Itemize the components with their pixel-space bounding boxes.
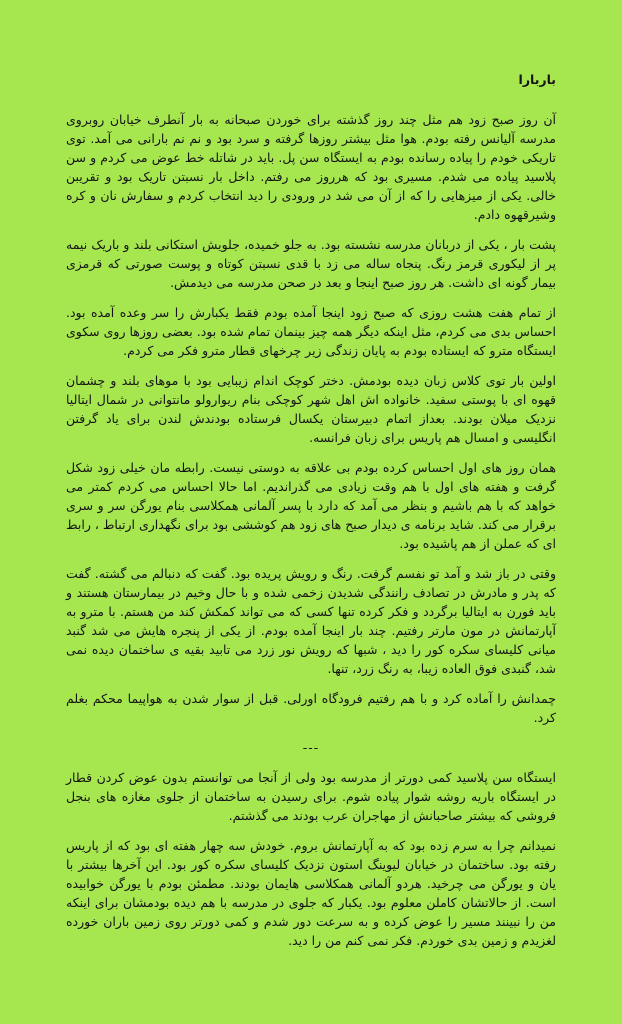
paragraph-8: ایستگاه سن پلاسید کمی دورتر از مدرسه بود ولی از آنجا می توانستم بدون عوض کردن قطار در ایستگاه باریه روشه شوار پیاده شوم. برای رسیدن به ساختمان از جلوی مغازه های بنجل فروشی که بیشتر صاحبانش از مهاجران عرب بودند می گذشتم.: [66, 770, 556, 823]
paragraph-7: چمدانش را آماده کرد و با هم رفتیم فرودگاه اورلی. قبل از سوار شدن به هواپیما محکم بغلم کرد.: [66, 691, 556, 725]
paragraph-1: آن روز صبح زود هم مثل چند روز گذشته برای خوردن صبحانه به بار آنطرف خیابان روبروی مدرسه آلیانس رفته بودم. هوا مثل بیشتر روزها گرفته و سرد بود و نم نم بارانی می آمد. توی تاریکی خودم را پیاده رسانده بودم به ایستگاه سن پل. باید در شاتله خط عوض می کردم و سن پلاسید پیاده می شدم. مسیری بود که هرروز می رفتم. داخل بار نسبتن تاریک بود و تقریبن خالی. یکی از میزهایی را که از آن می شد در ورودی را دید انتخاب کردم و سفارش نان و کره وشیرقهوه دادم.: [66, 112, 556, 222]
text-column: [66, 70, 556, 961]
paragraph-3: از تمام هفت هشت روزی که صبح زود اینجا آمده بودم فقط یکبارش را سر وعده آمده بود. احساس بدی می کردم، مثل اینکه دیگر همه چیز بینمان تمام شده بود. بعضی روزها روی سکوی ایستگاه مترو که ایستاده بودم به پایان زندگی زیر چرخهای قطار مترو فکر می کردم.: [66, 305, 556, 358]
paragraph-9: نمیدانم چرا به سرم زده بود که به آپارتمانش بروم. خودش سه چهار هفته ای بود که از پاریس رفته بود. ساختمان در خیابان لیوینگ استون نزدیک کلیسای سکره کور بود. این آخرها بیشتر با یان و یورگن می چرخید. هردو آلمانی همکلاسی هایمان بودند. مطمئن بودم با یورگن خوابیده است. از حالاتشان کاملن معلوم بود. یکبار که جلوی در مدرسه با هم دیده بودمشان برای اینکه من را نبینند مسیر را عوض کرده و به سرعت دور شدم و کمی دورتر روی زمین باران خورده لغزیدم و زمین بدی خوردم. فکر نمی کنم من را دید.: [66, 838, 556, 948]
paragraph-5: همان روز های اول احساس کرده بودم بی علاقه به دوستی نیست. رابطه مان خیلی زود شکل گرفت و هفته های اول با هم وقت زیادی می گذراندیم. اما حالا احساس می کردم کمتر می خواهد که با هم باشیم و بنظر می آمد که دارد با پسر آلمانی همکلاسی بنام یورگن سر و سری برقرار می کند. شاید برنامه ی دیدار صبح های زود هم کوششی بود برای نگهداری ارتباط ، رابط ای که عملن از هم پاشیده بود.: [66, 460, 556, 551]
paragraph-6: وقتی در باز شد و آمد تو نفسم گرفت. رنگ و رویش پریده بود. گفت که دنبالم می گشته. گفت که پدر و مادرش در تصادف رانندگی شدیدن زخمی شده و با حال وخیم در بیمارستان هستند و باید فورن به ایتالیا برگردد و فکر کرده تنها کسی که می تواند کمکش کند من هستم. با مترو به آپارتمانش در مون مارتر رفتیم. چند بار اینجا آمده بودم. از یکی از پنجره هایش می شد گنبد میانی کلیسای سکره کور را دید ، شبها که رویش نور زرد می تابید بقیه ی ساختمان دیده نمی شد، گنبدی فوق العاده زیبا، به رنگ زرد، تنها.: [66, 566, 556, 676]
paragraph-2: پشت بار ، یکی از دربانان مدرسه نشسته بود. به جلو خمیده، جلویش استکانی بلند و باریک نیمه پر از لیکوری قرمز رنگ. پنجاه ساله می زد با قدی نسبتن کوتاه و پوست صورتی که قرمزی بیمار گونه ای داشت. هر روز صبح اینجا و بعد در صحن مدرسه می دیدمش.: [66, 237, 556, 290]
section-separator: ---: [302, 740, 320, 755]
paragraph-4: اولین بار توی کلاس زبان دیده بودمش. دختر کوچک اندام زیبایی بود با موهای بلند و چشمان قهوه ای با پوستی سفید. خانواده اش اهل شهر کوچکی بنام ریوارولو مانتوانی در شمال ایتالیا نزدیک میلان بودند. بعداز اتمام دبیرستان یکسال فرستاده بودندش لندن برای یاد گرفتن انگلیسی و امسال هم پاریس برای زبان فرانسه.: [66, 373, 556, 445]
page-title: باربارا: [518, 72, 556, 87]
